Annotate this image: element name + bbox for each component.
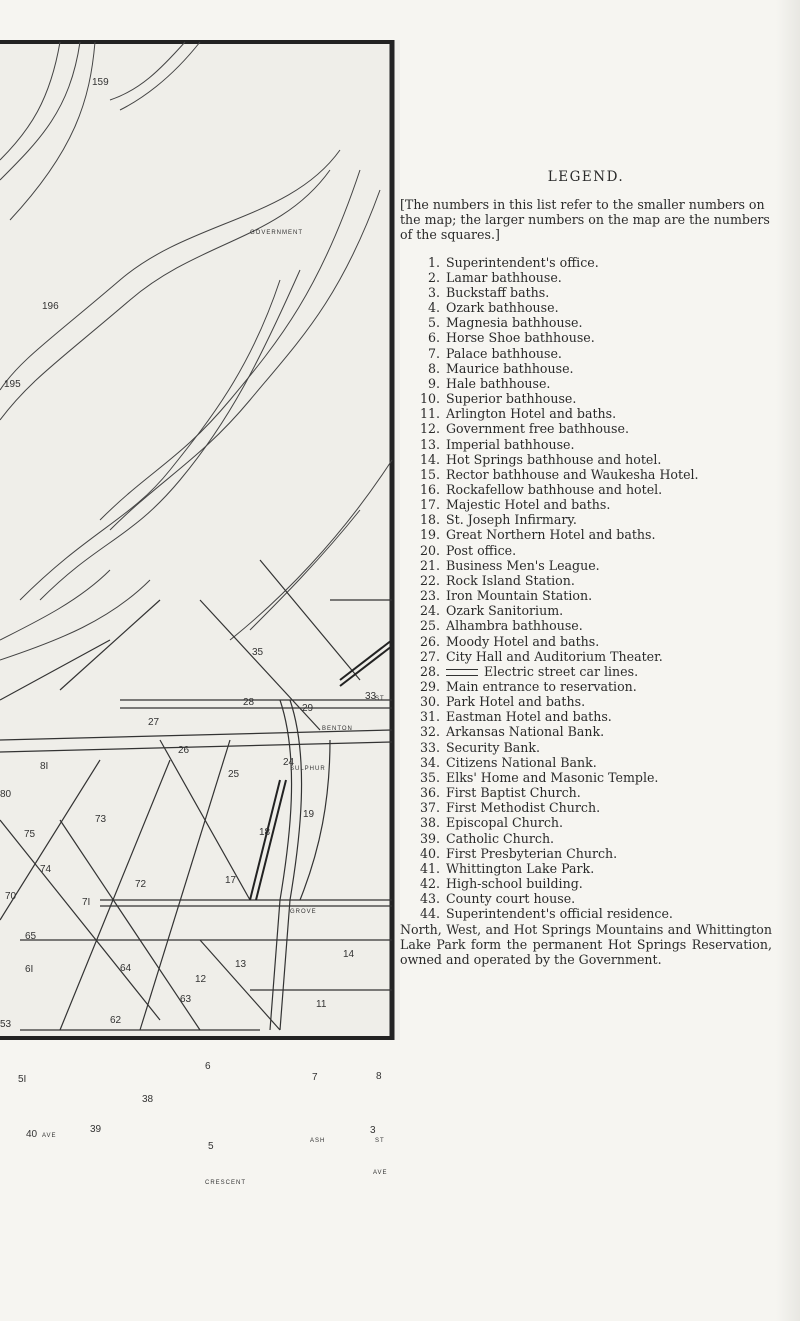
legend-item bbox=[400, 846, 772, 861]
legend-item bbox=[400, 558, 772, 573]
square-number: 74 bbox=[40, 864, 52, 875]
square-number: 195 bbox=[4, 379, 21, 390]
street-label: SULPHUR bbox=[290, 766, 326, 772]
page-edge bbox=[776, 0, 800, 1321]
legend-item bbox=[400, 876, 772, 891]
legend-text: Business Men's League. bbox=[446, 557, 600, 573]
legend-text: Citizens National Bank. bbox=[446, 754, 597, 770]
legend-item bbox=[400, 300, 772, 315]
legend-number: 27. bbox=[419, 648, 440, 664]
square-number: 64 bbox=[120, 963, 132, 974]
legend-number: 1. bbox=[427, 254, 440, 270]
street-label: AVE bbox=[42, 1133, 57, 1139]
legend-number: 28. bbox=[419, 663, 440, 679]
legend-number: 29. bbox=[419, 679, 440, 694]
legend-number: 32. bbox=[419, 724, 440, 740]
legend bbox=[400, 170, 772, 967]
legend-item bbox=[400, 346, 772, 361]
legend-number: 31. bbox=[419, 709, 440, 725]
legend-text: Ozark Sanitorium. bbox=[446, 603, 564, 619]
square-number: 80 bbox=[0, 789, 12, 800]
legend-number: 19. bbox=[419, 527, 440, 543]
building-number: 7 bbox=[312, 1072, 318, 1083]
legend-number: 37. bbox=[419, 800, 440, 816]
building-number: 25 bbox=[228, 769, 240, 780]
legend-text: High-school building. bbox=[446, 876, 583, 892]
legend-text: County court house. bbox=[446, 891, 576, 907]
legend-intro: [The numbers in this list refer to the smaller numbers on the map; the larger numbers on the map are the numbers of the squares.] bbox=[400, 197, 770, 243]
legend-text: Whittington Lake Park. bbox=[446, 860, 595, 876]
building-number: 13 bbox=[235, 959, 247, 970]
legend-text: Arkansas National Bank. bbox=[446, 724, 605, 740]
legend-item bbox=[400, 815, 772, 830]
square-number: 196 bbox=[42, 301, 59, 312]
legend-number: 33. bbox=[419, 739, 440, 755]
legend-note: North, West, and Hot Springs Mountains and Whittington Lake Park form the permanent Hot Springs Reservation, owned and operated by the Government. bbox=[400, 921, 772, 967]
legend-title: LEGEND. bbox=[547, 169, 625, 185]
square-number: 73 bbox=[95, 814, 107, 825]
legend-text: Arlington Hotel and baths. bbox=[446, 406, 617, 422]
square-number: 5I bbox=[18, 1074, 27, 1085]
legend-text: Moody Hotel and baths. bbox=[446, 633, 600, 649]
legend-number: 11. bbox=[419, 406, 440, 422]
legend-item bbox=[400, 315, 772, 330]
legend-item bbox=[400, 467, 772, 482]
legend-text: Rector bathhouse and Waukesha Hotel. bbox=[446, 466, 699, 482]
legend-item bbox=[400, 573, 772, 588]
legend-text: Horse Shoe bathhouse. bbox=[446, 330, 595, 346]
legend-text: Park Hotel and baths. bbox=[446, 694, 586, 710]
legend-text: Superior bathhouse. bbox=[446, 391, 577, 407]
legend-text: Alhambra bathhouse. bbox=[446, 618, 583, 634]
building-number: 19 bbox=[303, 809, 315, 820]
legend-text: Iron Mountain Station. bbox=[446, 588, 593, 604]
building-number: 33 bbox=[365, 691, 377, 702]
square-number: 63 bbox=[180, 994, 192, 1005]
legend-text: Catholic Church. bbox=[446, 830, 555, 846]
square-number: 75 bbox=[24, 829, 36, 840]
legend-text bbox=[446, 664, 772, 679]
legend-item bbox=[400, 437, 772, 452]
legend-text: Episcopal Church. bbox=[446, 815, 564, 831]
legend-text: Lamar bathhouse. bbox=[446, 269, 562, 285]
legend-number: 36. bbox=[419, 785, 440, 801]
legend-number: 13. bbox=[419, 436, 440, 452]
square-number: 72 bbox=[135, 879, 147, 890]
legend-item bbox=[400, 452, 772, 467]
building-number: 28 bbox=[243, 697, 255, 708]
square-number: 6I bbox=[25, 964, 34, 975]
legend-item bbox=[400, 664, 772, 679]
legend-item bbox=[400, 391, 772, 406]
legend-text: First Presbyterian Church. bbox=[446, 845, 618, 861]
legend-number: 22. bbox=[419, 572, 440, 588]
legend-number: 23. bbox=[419, 588, 440, 604]
building-number: 27 bbox=[148, 717, 160, 728]
legend-number: 26. bbox=[419, 633, 440, 649]
legend-item bbox=[400, 634, 772, 649]
legend-text: Superintendent's official residence. bbox=[446, 906, 673, 922]
legend-text: Majestic Hotel and baths. bbox=[446, 497, 611, 513]
street-label: GOVERNMENT bbox=[250, 230, 304, 236]
legend-item bbox=[400, 603, 772, 618]
legend-item bbox=[400, 361, 772, 376]
legend-item bbox=[400, 906, 772, 921]
legend-item bbox=[400, 330, 772, 345]
building-number: 6 bbox=[205, 1061, 211, 1072]
legend-item bbox=[400, 694, 772, 709]
square-number: 62 bbox=[110, 1015, 122, 1026]
building-number: 11 bbox=[316, 999, 327, 1010]
street-label: ASH bbox=[310, 1138, 326, 1144]
legend-item bbox=[400, 709, 772, 724]
legend-number: 34. bbox=[419, 754, 440, 770]
square-number: 8I bbox=[40, 761, 49, 772]
legend-item bbox=[400, 740, 772, 755]
legend-text: Elks' Home and Masonic Temple. bbox=[446, 769, 659, 785]
legend-number: 10. bbox=[419, 391, 440, 407]
legend-list bbox=[400, 255, 772, 922]
legend-text: Main entrance to reservation. bbox=[446, 679, 637, 694]
building-number: 18 bbox=[259, 827, 271, 838]
legend-number: 41. bbox=[419, 860, 440, 876]
legend-text: Post office. bbox=[446, 542, 517, 558]
legend-number: 8. bbox=[427, 360, 440, 376]
legend-text: Rockafellow bathhouse and hotel. bbox=[446, 481, 663, 497]
rail-line-symbol bbox=[446, 669, 478, 676]
legend-item bbox=[400, 497, 772, 512]
legend-text: Magnesia bathhouse. bbox=[446, 315, 583, 331]
legend-item bbox=[400, 588, 772, 603]
legend-item bbox=[400, 770, 772, 785]
street-label: ST bbox=[375, 1138, 385, 1144]
legend-text: Imperial bathhouse. bbox=[446, 436, 575, 452]
legend-item bbox=[400, 285, 772, 300]
legend-text-rail: Electric street car lines. bbox=[484, 663, 639, 679]
building-number: 24 bbox=[283, 757, 295, 768]
legend-text: First Methodist Church. bbox=[446, 800, 601, 816]
legend-number: 18. bbox=[419, 512, 440, 528]
legend-item bbox=[400, 861, 772, 876]
legend-number: 40. bbox=[419, 845, 440, 861]
legend-text: Government free bathhouse. bbox=[446, 421, 629, 437]
square-number: 39 bbox=[90, 1124, 102, 1135]
legend-item bbox=[400, 270, 772, 285]
legend-number: 7. bbox=[427, 345, 440, 361]
square-number: 38 bbox=[142, 1094, 154, 1105]
legend-item bbox=[400, 618, 772, 633]
legend-text: Rock Island Station. bbox=[446, 572, 575, 588]
legend-text: Superintendent's office. bbox=[446, 254, 599, 270]
square-number: 65 bbox=[25, 931, 37, 942]
legend-item bbox=[400, 406, 772, 421]
legend-number: 42. bbox=[419, 876, 440, 892]
legend-item bbox=[400, 527, 772, 542]
legend-item bbox=[400, 800, 772, 815]
legend-number: 25. bbox=[419, 618, 440, 634]
legend-text: Eastman Hotel and baths. bbox=[446, 709, 612, 725]
legend-number: 21. bbox=[419, 557, 440, 573]
map-drawing bbox=[0, 40, 400, 1040]
legend-number: 9. bbox=[427, 375, 440, 391]
map-panel bbox=[0, 40, 400, 1186]
street-label: CRESCENT bbox=[205, 1180, 247, 1186]
legend-number: 20. bbox=[419, 542, 440, 558]
square-number: 70 bbox=[5, 891, 17, 902]
legend-text: Great Northern Hotel and baths. bbox=[446, 527, 656, 543]
legend-number: 2. bbox=[427, 269, 440, 285]
building-number: 17 bbox=[225, 875, 237, 886]
legend-item bbox=[400, 679, 772, 694]
legend-text: St. Joseph Infirmary. bbox=[446, 512, 577, 528]
legend-text: City Hall and Auditorium Theater. bbox=[446, 648, 663, 664]
legend-text: First Baptist Church. bbox=[446, 785, 581, 801]
legend-number: 4. bbox=[427, 300, 440, 316]
legend-text: Maurice bathhouse. bbox=[446, 360, 574, 376]
legend-item bbox=[400, 649, 772, 664]
legend-number: 6. bbox=[427, 330, 440, 346]
legend-text: Palace bathhouse. bbox=[446, 345, 562, 361]
legend-number: 30. bbox=[419, 694, 440, 710]
square-number: 7I bbox=[82, 897, 91, 908]
legend-text: Buckstaff baths. bbox=[446, 284, 550, 300]
square-number: 159 bbox=[92, 77, 109, 88]
legend-item bbox=[400, 482, 772, 497]
street-label: ST bbox=[375, 696, 385, 702]
street-label: BENTON bbox=[322, 726, 353, 732]
legend-item bbox=[400, 724, 772, 739]
legend-item bbox=[400, 376, 772, 391]
legend-text: Hale bathhouse. bbox=[446, 375, 551, 391]
legend-number: 44. bbox=[419, 906, 440, 922]
building-number: 35 bbox=[252, 647, 264, 658]
legend-item bbox=[400, 421, 772, 436]
legend-item bbox=[400, 891, 772, 906]
legend-item bbox=[400, 543, 772, 558]
building-number: 14 bbox=[343, 949, 355, 960]
street-label: AVE bbox=[373, 1170, 388, 1176]
legend-item bbox=[400, 755, 772, 770]
legend-number: 43. bbox=[419, 891, 440, 907]
building-number: 12 bbox=[195, 974, 207, 985]
street-label: GROVE bbox=[290, 909, 317, 915]
legend-number: 24. bbox=[419, 603, 440, 619]
legend-number: 14. bbox=[419, 451, 440, 467]
legend-number: 3. bbox=[427, 284, 440, 300]
building-number: 8 bbox=[376, 1071, 382, 1082]
legend-number: 16. bbox=[419, 481, 440, 497]
legend-number: 35. bbox=[419, 769, 440, 785]
legend-item bbox=[400, 512, 772, 527]
legend-text: Security Bank. bbox=[446, 739, 540, 755]
square-number: 40 bbox=[26, 1129, 38, 1140]
building-number: 3 bbox=[370, 1125, 376, 1136]
legend-text: Ozark bathhouse. bbox=[446, 300, 559, 316]
building-number: 26 bbox=[178, 745, 190, 756]
legend-number: 38. bbox=[419, 815, 440, 831]
legend-number: 17. bbox=[419, 497, 440, 513]
building-number: 5 bbox=[208, 1141, 214, 1152]
legend-number: 5. bbox=[427, 315, 440, 331]
legend-item bbox=[400, 255, 772, 270]
legend-number: 39. bbox=[419, 830, 440, 846]
legend-item bbox=[400, 785, 772, 800]
legend-number: 12. bbox=[419, 421, 440, 437]
square-number: 53 bbox=[0, 1019, 12, 1030]
legend-text: Hot Springs bathhouse and hotel. bbox=[446, 451, 662, 467]
legend-number: 15. bbox=[419, 466, 440, 482]
building-number: 29 bbox=[302, 703, 314, 714]
legend-item bbox=[400, 831, 772, 846]
